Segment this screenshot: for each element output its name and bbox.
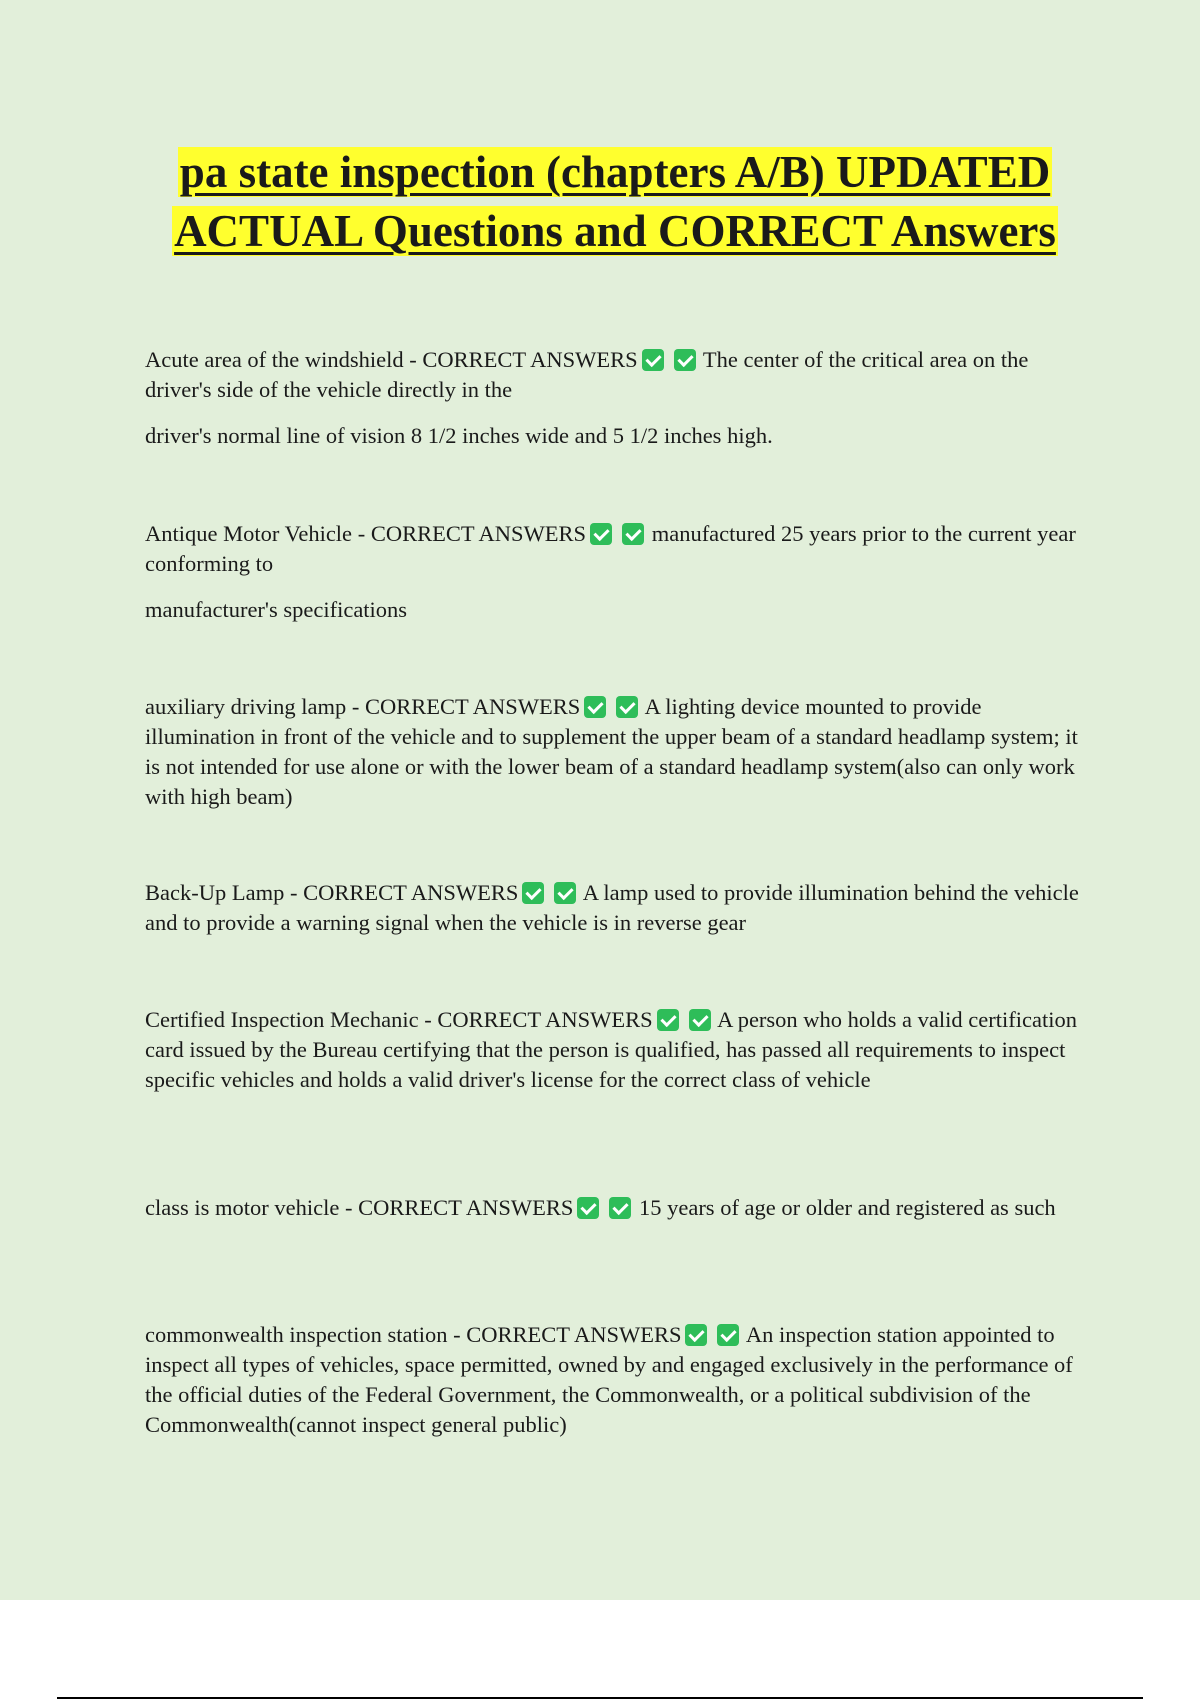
- green-checkmark-icon: [642, 349, 664, 371]
- answer-marker: CORRECT ANSWERS: [437, 1007, 653, 1032]
- document-title: [140, 143, 1090, 261]
- qa-entry: [145, 1320, 1085, 1440]
- green-checkmark-icon: [689, 1009, 711, 1031]
- entry-definition: A lighting device mounted to provide illumination in front of the vehicle and to supplement the upper beam of a standard headlamp system; it is not intended for use alone or with the lower beam of a standard headlamp system(also can only work with high beam): [145, 694, 1078, 809]
- answer-marker: CORRECT ANSWERS: [370, 521, 587, 546]
- qa-entry-text: auxiliary driving lamp - CORRECT ANSWERS A lighting device mounted to provide illumination in front of the vehicle and to supplement the upper beam of a standard headlamp system; it is not intended for use alone or with the lower beam of a standard headlamp system(also can only work with high beam): [145, 694, 1078, 809]
- entry-term: Antique Motor Vehicle: [145, 521, 353, 546]
- answer-marker: CORRECT ANSWERS: [303, 880, 519, 905]
- green-checkmark-icon: [609, 1197, 631, 1219]
- document-title-text: pa state inspection (chapters A/B) UPDATED ACTUAL Questions and CORRECT Answers: [174, 147, 1056, 256]
- entry-term: Acute area of the windshield: [145, 347, 404, 372]
- qa-entry-text: Certified Inspection Mechanic - CORRECT ANSWERS A person who holds a valid certification card issued by the Bureau certifying that the person is qualified, has passed all requirements to inspect specific vehicles and holds a valid driver's license for the correct class of vehicle: [145, 1007, 1077, 1092]
- answer-marker: CORRECT ANSWERS: [422, 347, 638, 372]
- green-checkmark-icon: [622, 523, 644, 545]
- qa-entry-text: Antique Motor Vehicle - CORRECT ANSWERS manufactured 25 years prior to the current year conforming to: [145, 521, 1076, 576]
- entry-term: Back-Up Lamp: [145, 880, 285, 905]
- qa-entry-text: class is motor vehicle - CORRECT ANSWERS 15 years of age or older and registered as such: [145, 1195, 1056, 1220]
- green-checkmark-icon: [717, 1324, 739, 1346]
- qa-entry: [145, 1005, 1085, 1095]
- green-checkmark-icon: [554, 882, 576, 904]
- entry-term: Certified Inspection Mechanic: [145, 1007, 419, 1032]
- entry-definition: A person who holds a valid certification card issued by the Bureau certifying that the person is qualified, has passed all requirements to inspect specific vehicles and holds a valid driver's license for the correct class of vehicle: [145, 1007, 1077, 1092]
- qa-entry: [145, 692, 1085, 812]
- entry-term: commonwealth inspection station: [145, 1322, 448, 1347]
- entry-definition: 15 years of age or older and registered as such: [638, 1195, 1056, 1220]
- answer-marker: CORRECT ANSWERS: [358, 1195, 574, 1220]
- qa-entry-text: commonwealth inspection station - CORRECT ANSWERS An inspection station appointed to inspect all types of vehicles, space permitted, owned by and engaged exclusively in the performance of the official duties of the Federal Government, the Commonwealth, or a political subdivision of the Commonwealth(cannot inspect general public): [145, 1322, 1073, 1437]
- entry-term: class is motor vehicle: [145, 1195, 340, 1220]
- green-checkmark-icon: [577, 1197, 599, 1219]
- footer-divider: [57, 1697, 1143, 1699]
- green-checkmark-icon: [522, 882, 544, 904]
- qa-entry-text: Back-Up Lamp - CORRECT ANSWERS A lamp used to provide illumination behind the vehicle and to provide a warning signal when the vehicle is in reverse gear: [145, 880, 1079, 935]
- qa-entry: [145, 519, 1085, 625]
- qa-entry-text: Acute area of the windshield - CORRECT ANSWERS The center of the critical area on the driver's side of the vehicle directly in the: [145, 347, 1029, 402]
- green-checkmark-icon: [584, 696, 606, 718]
- entry-continuation: manufacturer's specifications: [145, 597, 408, 622]
- qa-entry: [145, 345, 1085, 451]
- entry-definition: A lamp used to provide illumination behind the vehicle and to provide a warning signal when the vehicle is in reverse gear: [145, 880, 1079, 935]
- green-checkmark-icon: [674, 349, 696, 371]
- answer-marker: CORRECT ANSWERS: [466, 1322, 682, 1347]
- green-checkmark-icon: [685, 1324, 707, 1346]
- entry-term: auxiliary driving lamp: [145, 694, 347, 719]
- answer-marker: CORRECT ANSWERS: [364, 694, 581, 719]
- entry-definition: The center of the critical area on the driver's side of the vehicle directly in the: [145, 347, 1029, 402]
- green-checkmark-icon: [657, 1009, 679, 1031]
- qa-entry: [145, 878, 1085, 938]
- qa-entry: [145, 1193, 1085, 1223]
- entry-definition: manufactured 25 years prior to the current year conforming to: [145, 521, 1076, 576]
- green-checkmark-icon: [590, 523, 612, 545]
- green-checkmark-icon: [616, 696, 638, 718]
- entry-continuation: driver's normal line of vision 8 1/2 inches wide and 5 1/2 inches high.: [145, 423, 773, 448]
- entry-definition: An inspection station appointed to inspect all types of vehicles, space permitted, owned by and engaged exclusively in the performance of the official duties of the Federal Government, the Commonwealth, or a political subdivision of the Commonwealth(cannot inspect general public): [145, 1322, 1073, 1437]
